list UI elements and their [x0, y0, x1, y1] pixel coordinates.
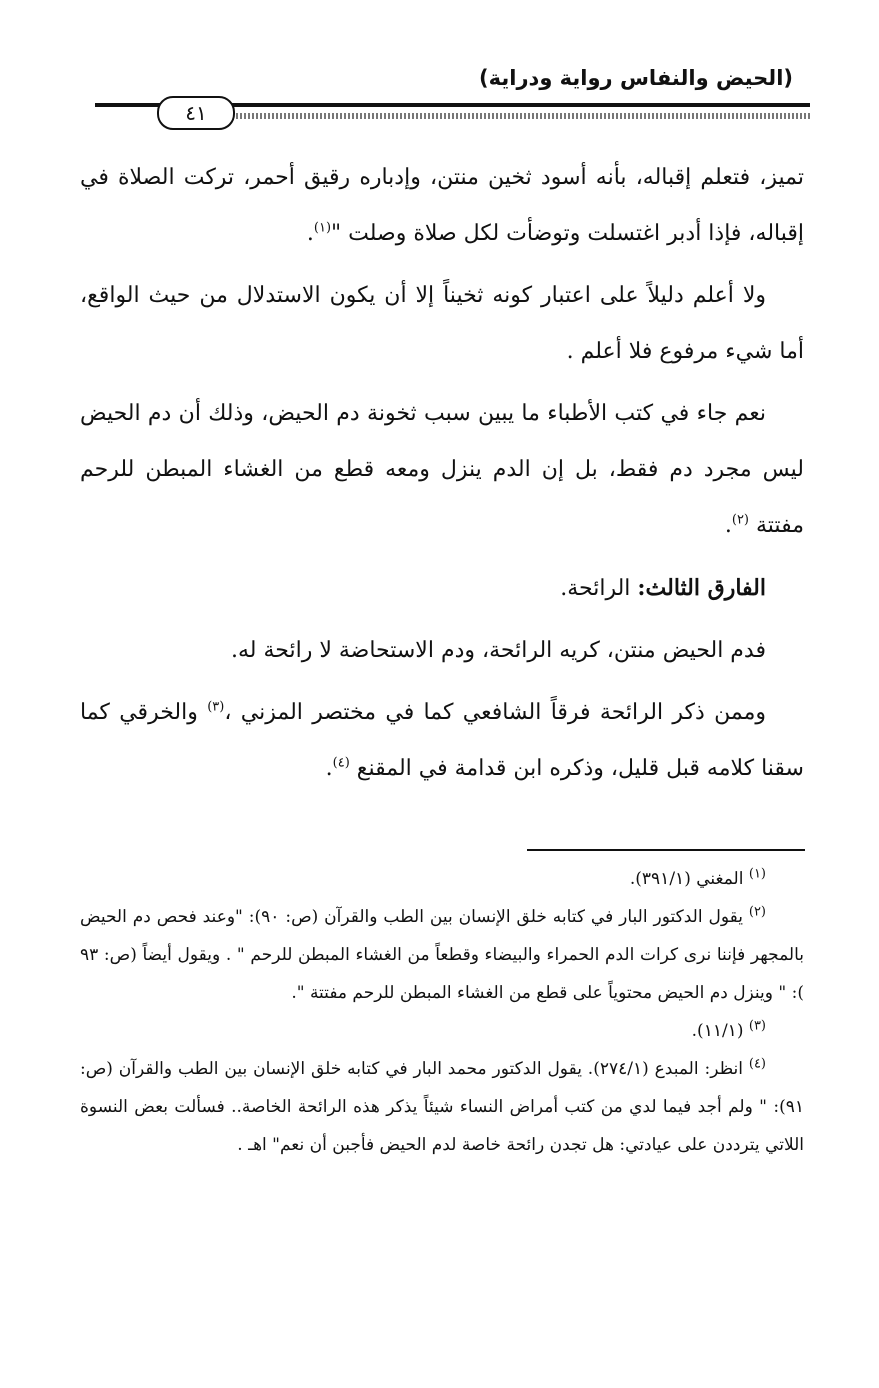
footnote-separator	[527, 849, 805, 851]
footnote-4-text: انظر: المبدع (٢٧٤/١). يقول الدكتور محمد البار في كتابه خلق الإنسان بين الطب والقرآن (ص: ٩١): " ولم أجد فيما لدي من كتب أمراض النساء شيئاً يذكر هذه الرائحة الخاصة.. فسألت بعض النسوة اللاتي يترددن على عيادتي: هل تجدن رائحة خاصة لدم الحيض فأجبن أن نعم" اهـ .	[80, 1059, 804, 1155]
footnote-ref-3: (٣)	[207, 699, 225, 715]
footnote-1	[80, 860, 804, 898]
paragraph-3	[80, 386, 804, 554]
footnote-2-number: (٢)	[748, 904, 766, 920]
section-heading-text: الرائحة.	[560, 576, 638, 601]
section-heading	[80, 560, 804, 617]
paragraph-5-end: .	[325, 756, 333, 781]
main-body	[80, 150, 804, 803]
page-number-badge: ٤١	[157, 96, 235, 130]
paragraph-1-text: تميز، فتعلم إقباله، بأنه أسود ثخين منتن، وإدباره رقيق أحمر، تركت الصلاة في إقباله، فإذا أدبر اغتسلت وتوضأت لكل صلاة وصلت "	[80, 165, 804, 246]
footnote-ref-2: (٢)	[731, 512, 749, 528]
footnote-1-text: المغني (٣٩١/١).	[629, 869, 749, 889]
paragraph-4: فدم الحيض منتن، كريه الرائحة، ودم الاستحاضة لا رائحة له.	[230, 638, 766, 663]
section-heading-label: الفارق الثالث:	[637, 575, 766, 601]
footnote-ref-4: (٤)	[332, 755, 350, 771]
paragraph-3-text: نعم جاء في كتب الأطباء ما يبين سبب ثخونة دم الحيض، وذلك أن دم الحيض ليس مجرد دم فقط، بل إن الدم ينزل ومعه قطع من الغشاء المبطن للرحم مفتتة	[80, 401, 804, 538]
paragraph-1-end: .	[306, 221, 314, 246]
paragraph-2: ولا أعلم دليلاً على اعتبار كونه ثخيناً إلا أن يكون الاستدلال من حيث الواقع، أما شيء مرفوع فلا أعلم .	[80, 283, 804, 364]
paragraph-5-text-b: والخرقي كما سقنا كلامه قبل قليل، وذكره ابن قدامة في المقنع	[80, 700, 804, 781]
footnote-3	[80, 1012, 804, 1050]
footnote-3-number: (٣)	[748, 1018, 766, 1034]
footnote-3-text: (١١/١).	[691, 1021, 749, 1041]
paragraph-5-text-a: وممن ذكر الرائحة فرقاً الشافعي كما في مختصر المزني ،	[224, 700, 767, 725]
running-header-title: (الحيض والنفاس رواية ودراية)	[479, 66, 793, 90]
paragraph-3-end: .	[724, 513, 732, 538]
paragraph-1	[80, 150, 804, 262]
footnote-2-text: يقول الدكتور البار في كتابه خلق الإنسان بين الطب والقرآن (ص: ٩٠): "وعند فحص دم الحيض بالمجهر فإننا نرى كرات الدم الحمراء والبيضاء وقطعاً من الغشاء المبطن للرحم " . ويقول أيضاً (ص: ٩٣ ): " وينزل دم الحيض محتوياً على قطع من الغشاء المبطن للرحم مفتتة ".	[80, 907, 804, 1003]
paragraph-5	[80, 685, 804, 797]
footnote-1-number: (١)	[748, 866, 766, 882]
footnotes	[80, 860, 804, 1164]
footnote-4	[80, 1050, 804, 1164]
footnote-4-number: (٤)	[748, 1056, 766, 1072]
footnote-2	[80, 898, 804, 1012]
footnote-ref-1: (١)	[313, 220, 332, 236]
header-dotted-rule	[232, 113, 810, 119]
